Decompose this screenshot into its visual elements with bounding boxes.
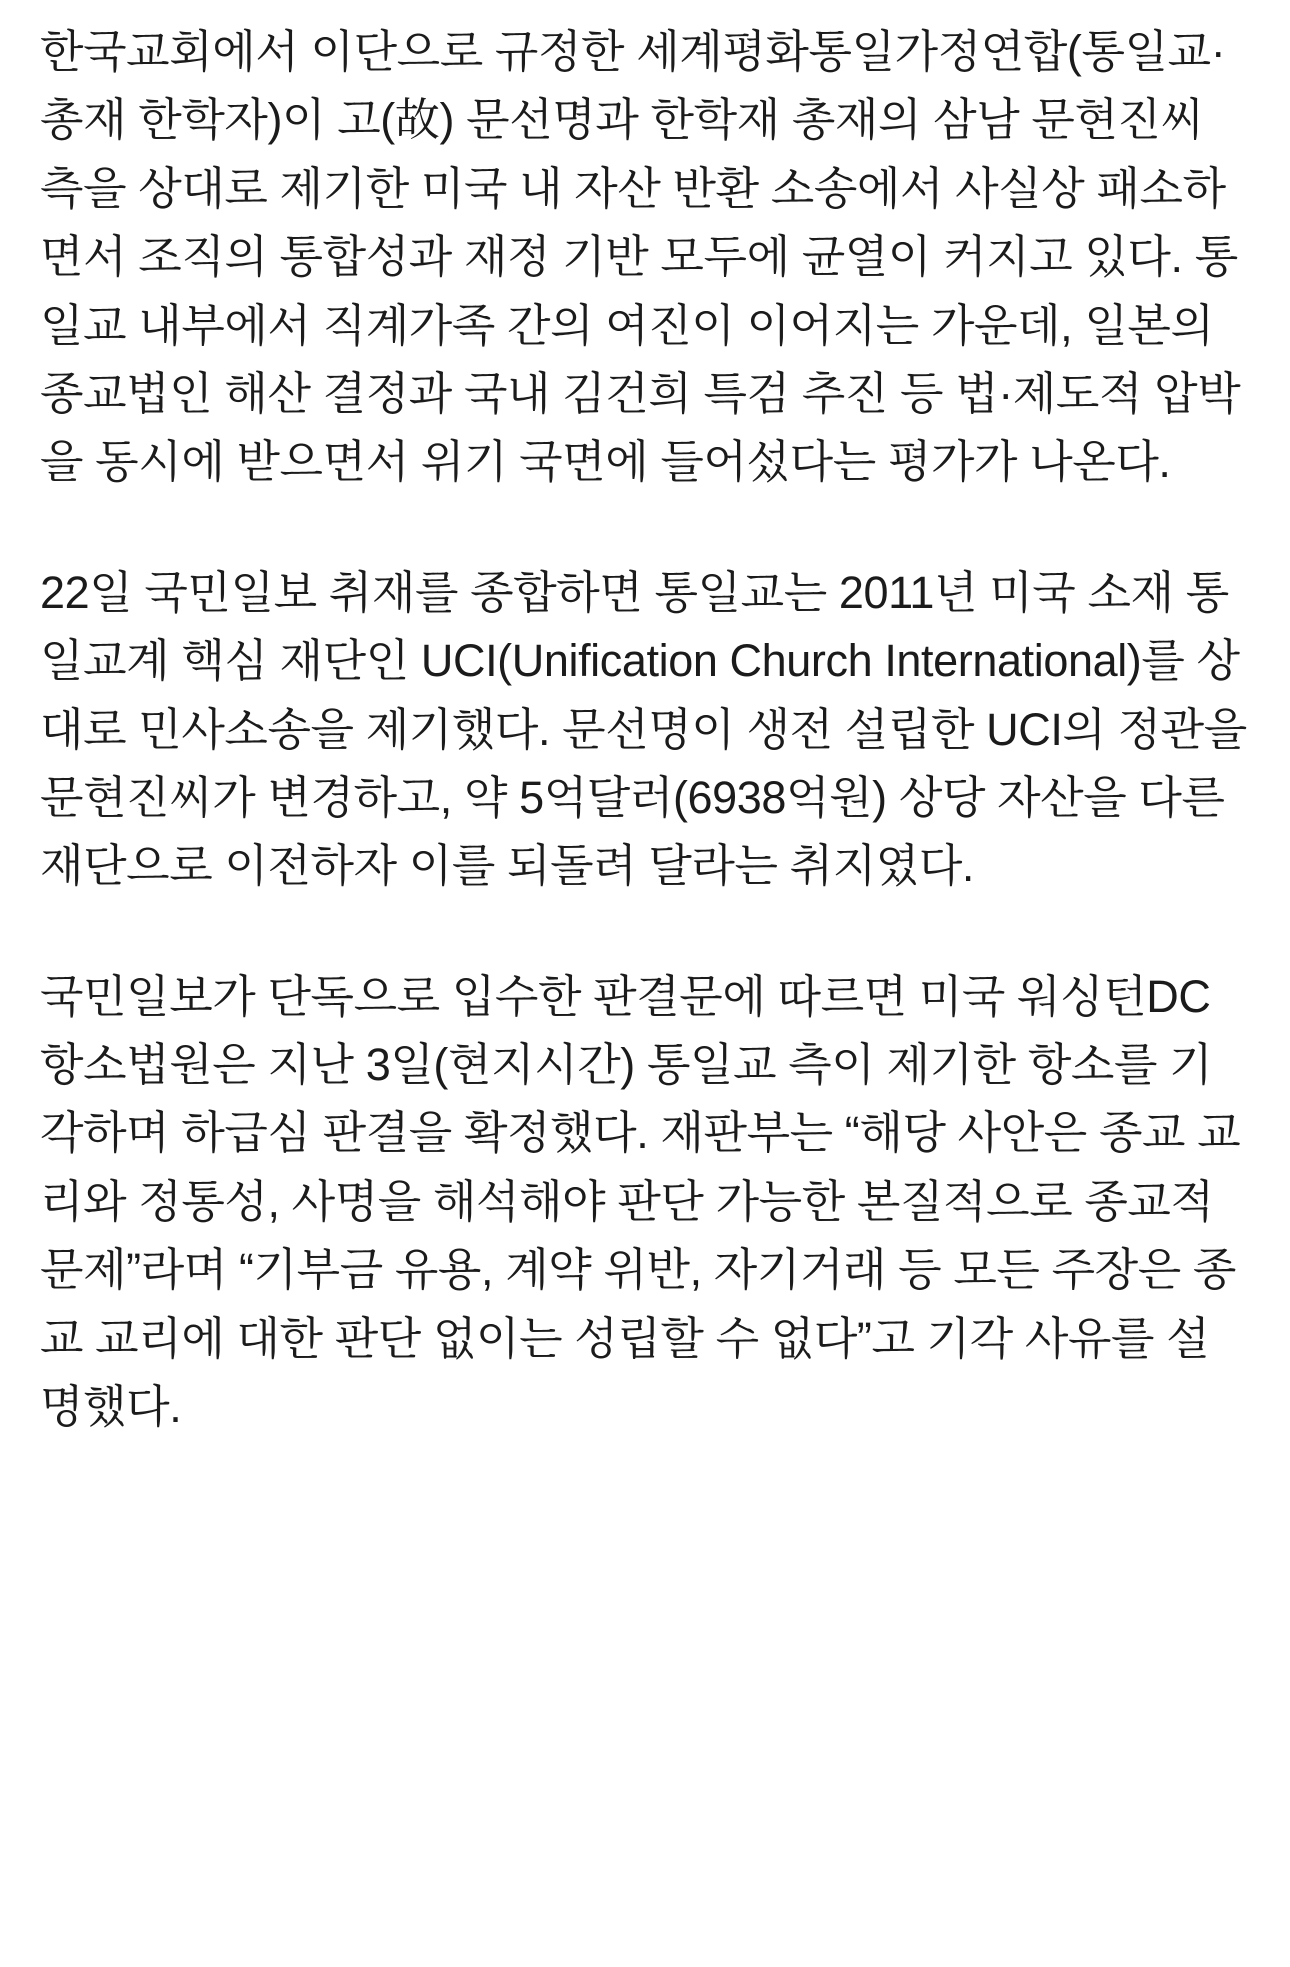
article-paragraph-1: 한국교회에서 이단으로 규정한 세계평화통일가정연합(통일교·총재 한학자)이 고(故) 문선명과 한학재 총재의 삼남 문현진씨 측을 상대로 제기한 미국 내 자산 반환 소송에서 사실상 패소하면서 조직의 통합성과 재정 기반 모두에 균열이 커지고 있다. 통일교 내부에서 직계가족 간의 여진이 이어지는 가운데, 일본의 종교법인 해산 결정과 국내 김건희 특검 추진 등 법·제도적 압박을 동시에 받으면서 위기 국면에 들어섰다는 평가가 나온다. [40,26,1241,488]
article-paragraph-3: 국민일보가 단독으로 입수한 판결문에 따르면 미국 워싱턴DC 항소법원은 지난 3일(현지시간) 통일교 측이 제기한 항소를 기각하며 하급심 판결을 확정했다. 재판부는 “해당 사안은 종교 교리와 정통성, 사명을 해석해야 판단 가능한 본질적으로 종교적 문제”라며 “기부금 유용, 계약 위반, 자기거래 등 모든 주장은 종교 교리에 대한 판단 없이는 성립할 수 없다”고 기각 사유를 설명했다. [40,970,1241,1433]
article-paragraph-2: 22일 국민일보 취재를 종합하면 통일교는 2011년 미국 소재 통일교계 핵심 재단인 UCI(Unification Church International)를 상대로 민사소송을 제기했다. 문선명이 생전 설립한 UCI의 정관을 문현진씨가 변경하고, 약 5억달러(6938억원) 상당 자산을 다른 재단으로 이전하자 이를 되돌려 달라는 취지였다. [40,566,1247,892]
